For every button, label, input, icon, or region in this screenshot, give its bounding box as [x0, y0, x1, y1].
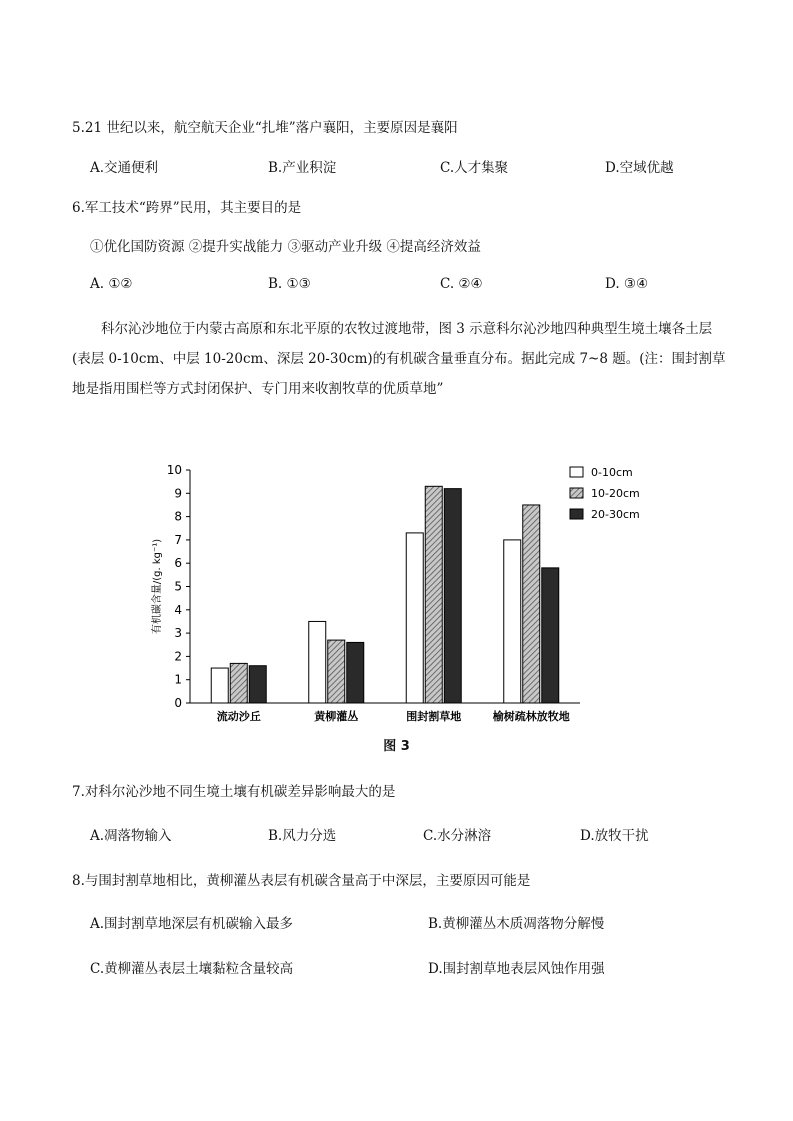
y-tick-label: 1 — [174, 672, 182, 687]
bar-1-cat-2 — [309, 621, 326, 703]
y-tick-label: 8 — [174, 509, 182, 524]
legend-swatch — [570, 467, 583, 477]
bar-1-cat-4 — [504, 540, 521, 703]
q5-option-d: D.空域优越 — [605, 160, 674, 176]
question-7-stem: 7.对科尔沁沙地不同生境土壤有机碳差异影响最大的是 — [72, 784, 396, 800]
q6-option-b: B. ①③ — [268, 276, 311, 292]
q8-option-b: B.黄柳灌丛木质凋落物分解慢 — [428, 916, 605, 932]
bar-3-cat-2 — [347, 642, 364, 703]
figure-3-chart — [148, 455, 640, 755]
q8-option-a: A.围封割草地深层有机碳输入最多 — [90, 916, 294, 932]
legend-label: 20-30cm — [591, 508, 640, 521]
bar-2-cat-1 — [230, 663, 247, 703]
question-8-stem: 8.与围封割草地相比，黄柳灌丛表层有机碳含量高于中深层，主要原因可能是 — [72, 873, 531, 889]
bar-1-cat-3 — [406, 533, 423, 703]
q6-option-d: D. ③④ — [605, 276, 649, 292]
bar-3-cat-3 — [444, 489, 461, 703]
bar-3-cat-4 — [542, 568, 559, 703]
bar-2-cat-2 — [328, 640, 345, 703]
q6-numbered-items: ①优化国防资源 ②提升实战能力 ③驱动产业升级 ④提高经济效益 — [90, 239, 481, 255]
x-tick-label: 榆树疏林放牧地 — [492, 710, 570, 723]
bar-chart-svg — [148, 455, 640, 755]
y-tick-label: 9 — [174, 486, 182, 501]
bar-3-cat-1 — [249, 666, 266, 703]
q8-option-d: D.围封割草地表层风蚀作用强 — [428, 961, 605, 977]
q5-option-a: A.交通便利 — [90, 160, 159, 176]
legend-label: 0-10cm — [591, 466, 633, 479]
bar-2-cat-4 — [523, 505, 540, 703]
q8-option-c: C.黄柳灌丛表层土壤黏粒含量较高 — [90, 961, 294, 977]
q7-option-c: C.水分淋溶 — [423, 828, 492, 844]
figure-label: 图 3 — [383, 739, 410, 754]
q7-option-b: B.风力分选 — [268, 828, 337, 844]
y-tick-label: 0 — [174, 696, 182, 710]
x-tick-label: 围封割草地 — [406, 710, 462, 723]
question-5-stem: 5.21 世纪以来，航空航天企业“扎堆”落户襄阳，主要原因是襄阳 — [72, 120, 458, 136]
x-tick-label: 黄柳灌丛 — [314, 710, 359, 723]
y-tick-label: 5 — [174, 579, 182, 594]
legend-swatch — [570, 509, 583, 519]
q7-option-a: A.凋落物输入 — [90, 828, 172, 844]
legend-label: 10-20cm — [591, 487, 640, 500]
y-tick-label: 3 — [174, 626, 182, 641]
y-tick-label: 4 — [174, 602, 182, 617]
q5-option-b: B.产业积淀 — [268, 160, 337, 176]
y-tick-label: 7 — [174, 532, 182, 547]
bar-1-cat-1 — [211, 668, 228, 703]
q5-option-c: C.人才集聚 — [440, 160, 509, 176]
q7-option-d: D.放牧干扰 — [580, 828, 649, 844]
material-paragraph: 科尔沁沙地位于内蒙古高原和东北平原的农牧过渡地带，图 3 示意科尔沁沙地四种典型生境土壤各土层(表层 0-10cm、中层 10-20cm、深层 20-30cm)的有机碳含量垂直分布。据此完成 7~8 题。(注：围封割草地是指用围栏等方式封闭保护、专门用来收割牧草的优质草地” — [72, 321, 726, 397]
y-axis-label: 有机碳含量/(g. kg⁻¹) — [152, 538, 163, 635]
x-tick-label: 流动沙丘 — [216, 710, 261, 723]
y-tick-label: 2 — [174, 649, 182, 664]
legend-swatch — [570, 488, 583, 498]
y-tick-label: 6 — [174, 556, 182, 571]
question-6-stem: 6.军工技术“跨界”民用，其主要目的是 — [72, 200, 302, 216]
q6-option-a: A. ①② — [90, 276, 133, 292]
y-tick-label: 10 — [166, 463, 182, 477]
bar-2-cat-3 — [425, 486, 442, 703]
q6-option-c: C. ②④ — [440, 276, 483, 292]
